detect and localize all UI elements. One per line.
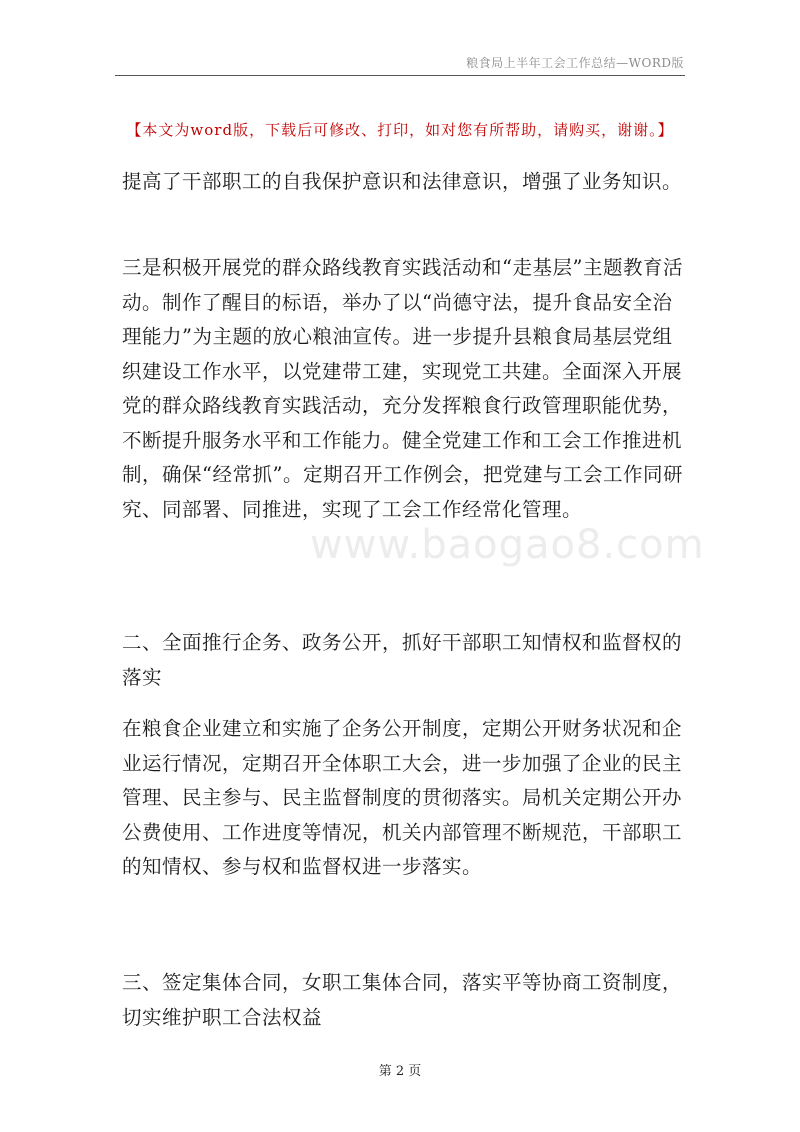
paragraph-text: 提高了干部职工的自我保护意识和法律意识，增强了业务知识。 — [122, 170, 683, 193]
watermark: www.baogao8.com — [310, 522, 705, 568]
paragraph-party-activities — [122, 251, 684, 527]
page-number: 第 2 页 — [378, 1064, 422, 1079]
heading-text: 二、全面推行企务、政务公开，抓好干部职工知情权和监督权的落实 — [122, 631, 683, 689]
paragraph-text: 三是积极开展党的群众路线教育实践活动和“走基层”主题教育活动。制作了醒目的标语，举办了以“尚德守法，提升食品安全治理能力”为主题的放心粮油宣传。进一步提升县粮食局基层党组织建设工作水平，以党建带工建，实现党工共建。全面深入开展党的群众路线教育实践活动，充分发挥粮食行政管理职能优势，不断提升服务水平和工作能力。健全党建工作和工会工作推进机制，确保“经常抓”。定期召开工作例会，把党建与工会工作同研究、同部署、同推进，实现了工会工作经常化管理。 — [122, 256, 683, 521]
paragraph-continuation — [122, 165, 684, 200]
paragraph-text: 在粮食企业建立和实施了企务公开制度，定期公开财务状况和企业运行情况，定期召开全体职工大会，进一步加强了企业的民主管理、民主参与、民主监督制度的贯彻落实。局机关定期公开办公费使用、工作进度等情况，机关内部管理不断规范，干部职工的知情权、参与权和监督权进一步落实。 — [122, 717, 683, 878]
heading-text: 三、签定集体合同，女职工集体合同，落实平等协商工资制度，切实维护职工合法权益 — [122, 971, 683, 1029]
download-notice: 【本文为word版，下载后可修改、打印，如对您有所帮助，请购买，谢谢。】 — [126, 121, 674, 139]
header-title: 粮食局上半年工会工作总结—WORD版 — [466, 56, 684, 70]
paragraph-openness — [122, 712, 684, 885]
section-heading-contracts — [122, 966, 684, 1035]
header-divider — [115, 75, 685, 76]
section-heading-openness — [122, 626, 684, 695]
